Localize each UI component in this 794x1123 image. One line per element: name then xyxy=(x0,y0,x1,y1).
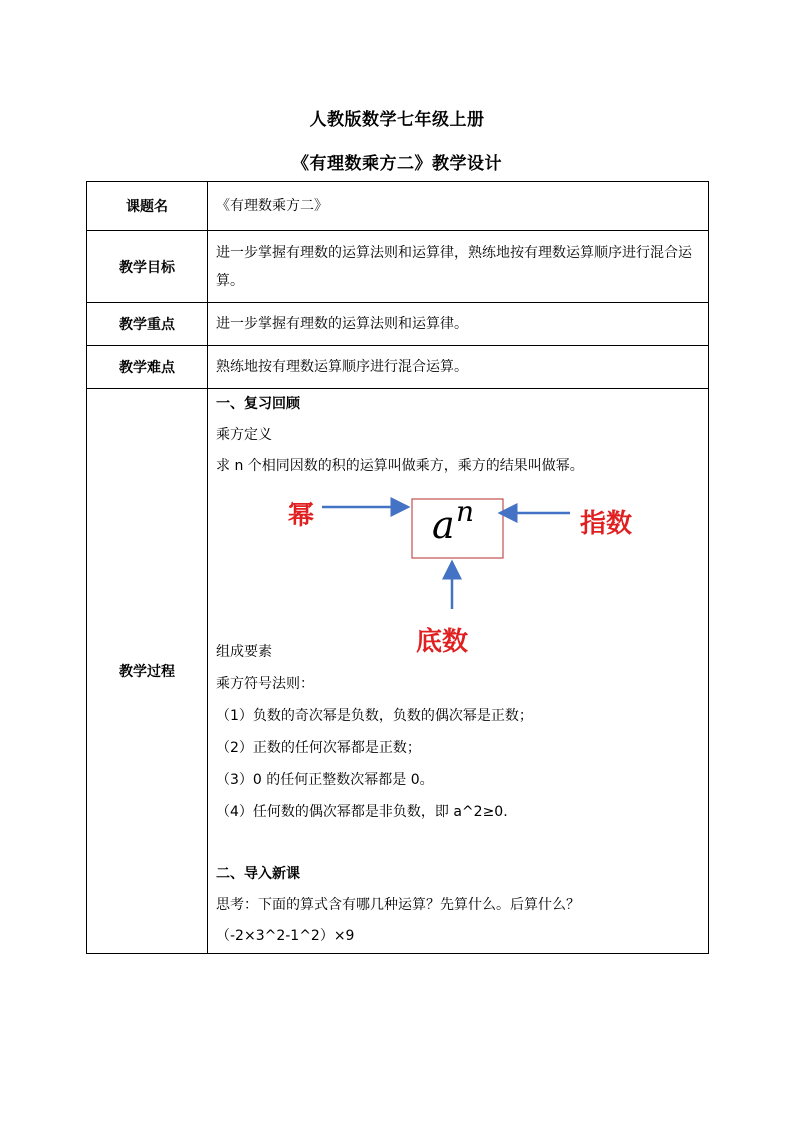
rule-4: （4）任何数的偶次幂都是非负数，即 a^2≥0. xyxy=(216,804,508,820)
table-row-goal xyxy=(87,231,709,303)
components-heading: 组成要素 xyxy=(216,644,272,660)
difficulty-value: 熟练地按有理数运算顺序进行混合运算。 xyxy=(208,346,709,389)
table-row-difficulty xyxy=(87,346,709,389)
power-label: 幂 xyxy=(288,501,315,531)
lesson-title: 《有理数乘方二》教学设计 xyxy=(292,154,502,174)
rule-2: （2）正数的任何次幂都是正数； xyxy=(216,740,421,756)
power-diagram xyxy=(208,389,708,689)
table-row-key xyxy=(87,303,709,346)
base-label: 底数 xyxy=(416,627,469,657)
topic-label: 课题名 xyxy=(87,182,208,231)
table-row-process xyxy=(87,389,709,954)
exponent-label: 指数 xyxy=(580,509,633,539)
document-title: 人教版数学七年级上册 xyxy=(309,110,485,130)
process-content xyxy=(208,389,709,954)
topic-value: 《有理数乘方二》 xyxy=(208,182,709,231)
process-label: 教学过程 xyxy=(87,389,208,954)
base-symbol: a xyxy=(432,503,455,547)
goal-value: 进一步掌握有理数的运算法则和运算律，熟练地按有理数运算顺序进行混合运算。 xyxy=(208,231,709,303)
sign-rule-heading: 乘方符号法则： xyxy=(216,676,314,692)
key-label: 教学重点 xyxy=(87,303,208,346)
definition-text: 求 n 个相同因数的积的运算叫做乘方，乘方的结果叫做幂。 xyxy=(216,458,584,474)
definition-heading: 乘方定义 xyxy=(216,427,272,443)
key-value: 进一步掌握有理数的运算法则和运算律。 xyxy=(208,303,709,346)
think-text: 思考：下面的算式含有哪几种运算？先算什么。后算什么？ xyxy=(216,897,580,913)
rule-3: （3）0 的任何正整数次幂都是 0。 xyxy=(216,772,434,788)
difficulty-label: 教学难点 xyxy=(87,346,208,389)
section1-title: 一、复习回顾 xyxy=(216,396,300,412)
exponent-symbol: n xyxy=(456,495,475,528)
rule-1: （1）负数的奇次幂是负数，负数的偶次幂是正数； xyxy=(216,708,533,724)
expression: （-2×3^2-1^2）×9 xyxy=(216,928,355,944)
lesson-plan-table xyxy=(86,181,709,954)
goal-label: 教学目标 xyxy=(87,231,208,303)
section2-title: 二、导入新课 xyxy=(216,866,300,882)
table-row-topic xyxy=(87,182,709,231)
